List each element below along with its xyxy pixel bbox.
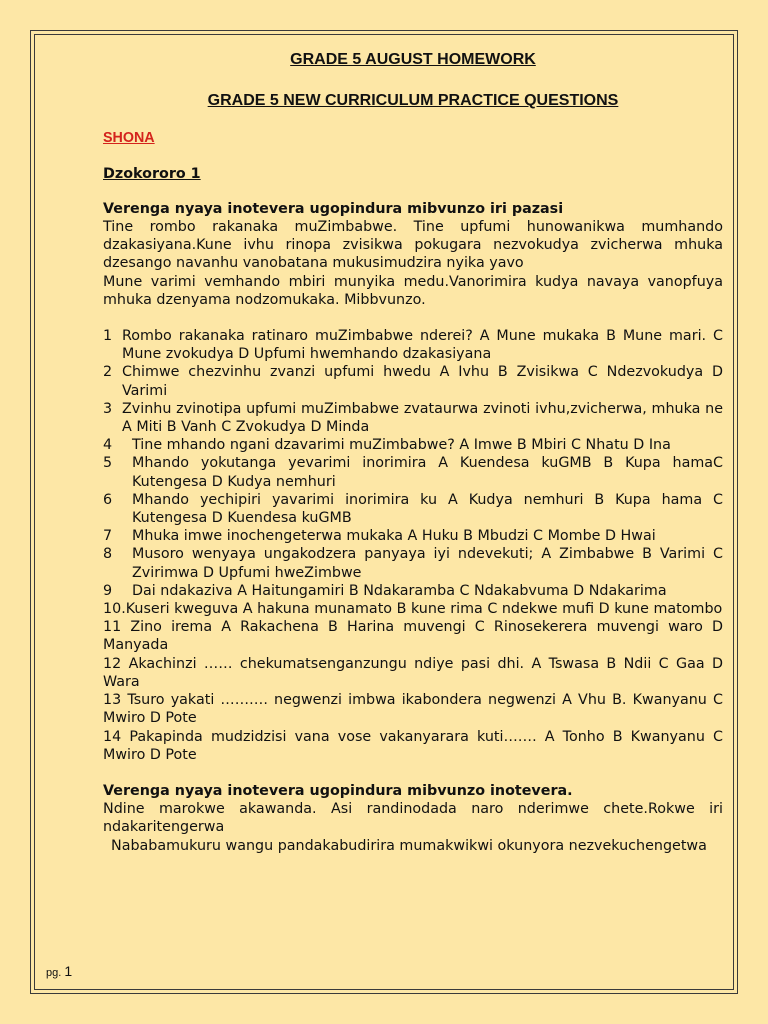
question-item — [103, 491, 723, 527]
passage1-paragraph2: Mune varimi vemhando mbiri munyika medu.Vanorimira kudya navaya vanopfuya mhuka dzenyama nodzomukaka. Mibbvunzo. — [103, 273, 723, 308]
question-item — [103, 600, 723, 618]
question-text: Kuseri kweguva A hakuna munamato B kune rima C ndekwe mufi D kune matombo — [125, 601, 723, 618]
section-heading: Dzokororo 1 — [103, 165, 201, 182]
passage2-instruction: Verenga nyaya inotevera ugopindura mibvunzo inotevera. — [103, 782, 573, 799]
passage2-paragraph1: Ndine marokwe akawanda. Asi randinodada naro nderimwe chete.Rokwe iri ndakaritengerwa — [103, 801, 723, 836]
question-number: 6 — [103, 491, 113, 508]
question-item — [103, 454, 723, 490]
question-item — [103, 655, 723, 691]
passage1-instruction: Verenga nyaya inotevera ugopindura mibvunzo iri pazasi — [103, 200, 564, 217]
question-number: 2 — [103, 364, 113, 381]
document-title: GRADE 5 AUGUST HOMEWORK — [290, 51, 536, 68]
question-number: 13 — [103, 692, 122, 709]
question-item — [103, 582, 723, 600]
question-item — [103, 527, 723, 545]
question-item — [103, 545, 723, 581]
question-number: 5 — [103, 455, 113, 472]
passage2-paragraph2: Nababamukuru wangu pandakabudirira mumakwikwi okunyora nezvekuchengetwa — [111, 837, 707, 854]
question-number: 12 — [103, 655, 122, 672]
question-text: Tsuro yakati ………. negwenzi imbwa ikabondera negwenzi A Vhu B. Kwanyanu C Mwiro D Pote — [103, 692, 723, 727]
passage1-paragraph1: Tine rombo rakanaka muZimbabwe. Tine upfumi hunowanikwa mumhando dzakasiyana.Kune ivhu rinopa zvisikwa pokugara nezvokudya zvicherwa mhuka dzesango navanhu vanobatana mukusimudzira nyika yavo — [103, 219, 723, 272]
question-number: 14 — [103, 728, 122, 745]
question-text: Mhuka imwe inochengeterwa mukaka A Huku B Mbudzi C Mombe D Hwai — [132, 528, 656, 545]
question-item — [103, 436, 723, 454]
question-number: 4 — [103, 437, 113, 454]
question-number: 3 — [103, 400, 113, 417]
question-text: Pakapinda mudzidzisi vana vose vakanyarara kuti……. A Tonho B Kwanyanu C Mwiro D Pote — [103, 728, 724, 763]
question-text: Dai ndakaziva A Haitungamiri B Ndakaramba C Ndakabvuma D Ndakarima — [132, 582, 667, 599]
page-label: pg. — [46, 967, 62, 979]
question-text: Chimwe chezvinhu zvanzi upfumi hwedu A Ivhu B Zvisikwa C Ndezvokudya D Varimi — [122, 364, 723, 399]
question-text: Mhando yechipiri yavarimi inorimira ku A Kudya nemhuri B Kupa hama C Kutengesa D Kuendesa kuGMB — [132, 491, 723, 527]
question-number: 9 — [103, 582, 113, 599]
passage1 — [103, 218, 723, 309]
page-number-value: 1 — [64, 963, 73, 979]
question-item — [103, 363, 723, 399]
question-item — [103, 327, 723, 363]
question-number: 1 — [103, 328, 113, 345]
question-item — [103, 400, 723, 436]
subject-heading: SHONA — [103, 130, 155, 147]
question-text: Zvinhu zvinotipa upfumi muZimbabwe zvataurwa zvinoti ivhu,zvicherwa, mhuka ne A Miti B Vanh C Zvokudya D Minda — [122, 400, 723, 436]
passage2 — [103, 800, 723, 855]
question-text: Musoro wenyaya ungakodzera panyaya iyi ndevekuti; A Zimbabwe B Varimi C Zvirimwa D Upfumi hweZimbwe — [132, 546, 723, 581]
question-text: Mhando yokutanga yevarimi inorimira A Kuendesa kuGMB B Kupa hamaC Kutengesa D Kudya nemhuri — [132, 455, 723, 490]
question-item — [103, 691, 723, 727]
document-body — [103, 48, 723, 855]
question-text: Akachinzi …… chekumatsenganzungu ndiye pasi dhi. A Tswasa B Ndii C Gaa D Wara — [103, 655, 723, 690]
question-list — [103, 327, 723, 764]
question-number: 11 — [103, 619, 122, 636]
question-text: Rombo rakanaka ratinaro muZimbabwe nderei? A Mune mukaka B Mune mari. C Mune zvokudya D Upfumi hwemhando dzakasiyana — [122, 328, 723, 363]
question-item — [103, 728, 723, 764]
question-number: 7 — [103, 528, 113, 545]
question-number: 8 — [103, 546, 113, 563]
document-subtitle: GRADE 5 NEW CURRICULUM PRACTICE QUESTIONS — [207, 92, 619, 110]
question-text: Zino irema A Rakachena B Harina muvengi C Rinosekerera muvengi waro D Manyada — [103, 619, 724, 654]
question-item — [103, 618, 723, 654]
page-number — [46, 963, 72, 979]
question-text: Tine mhando ngani dzavarimi muZimbabwe? A Imwe B Mbiri C Nhatu D Ina — [132, 437, 671, 454]
question-number: 10. — [103, 601, 126, 618]
